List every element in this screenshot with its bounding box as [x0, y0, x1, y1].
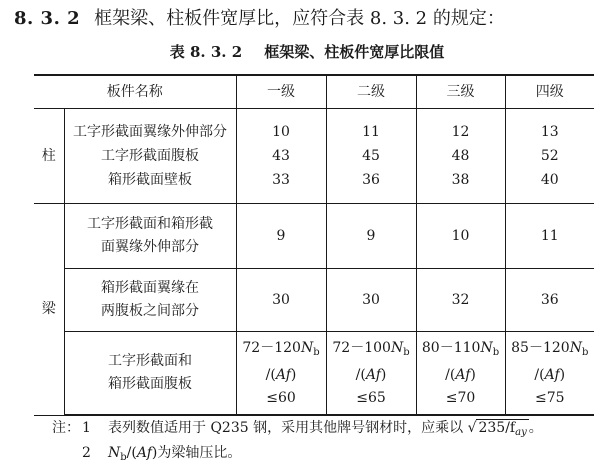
value: 10: [272, 124, 290, 140]
header-cell: 板件名称: [34, 75, 236, 109]
value: 33: [272, 172, 290, 188]
row-name-line: 两腹板之间部分: [101, 303, 199, 319]
formula-expr: $80-110N_b$: [421, 339, 500, 358]
formula-cell: [236, 332, 326, 416]
formula-expr: $72-120N_b$: [242, 339, 320, 358]
value-cell: 30: [236, 269, 326, 332]
value-cell: [326, 109, 416, 204]
value-cell: 11: [505, 204, 594, 269]
row-name-line: 箱形截面腹板: [108, 376, 192, 392]
formula-limit: ≤75: [534, 389, 565, 406]
header-cell: 一级: [236, 75, 326, 109]
table-row: [34, 204, 594, 269]
table-caption-number: 表 8. 3. 2: [169, 43, 243, 61]
formula-limit: ≤60: [266, 389, 296, 406]
table-caption: [0, 40, 614, 64]
note-text: 表列数值适用于 Q235 钢，采用其他牌号钢材时，应乘以: [108, 420, 464, 436]
value-cell: [505, 109, 594, 204]
value-cell: 10: [416, 204, 505, 269]
formula-ratio: /(Af): [445, 366, 476, 383]
value-cell: 36: [505, 269, 594, 332]
table-caption-title: 框架梁、柱板件宽厚比限值: [264, 43, 445, 61]
group-cell-column: 柱: [34, 109, 64, 204]
value: 40: [540, 172, 559, 188]
formula-limit: ≤65: [356, 389, 386, 406]
value-cell: 9: [326, 204, 416, 269]
row-name: 工字形截面翼缘外伸部分: [73, 124, 227, 140]
table-row: [34, 269, 594, 332]
row-name-cell: [64, 204, 236, 269]
formula-ratio: /(Af): [265, 366, 297, 383]
table-header-row: [34, 75, 594, 109]
value-cell: [236, 109, 326, 204]
row-name-line: 箱形截面翼缘在: [101, 280, 199, 296]
value-cell: [416, 109, 505, 204]
note-text: )为梁轴压比。: [151, 445, 242, 461]
value: 52: [540, 148, 559, 164]
formula-limit: ≤70: [445, 389, 476, 406]
row-name: 箱形截面壁板: [108, 172, 192, 188]
note-index: 2: [82, 445, 91, 461]
formula-ratio: /(Af): [355, 366, 387, 383]
value: 13: [540, 124, 559, 140]
table-row: [34, 332, 594, 416]
header-cell: 二级: [326, 75, 416, 109]
note-2: 2 $N_b/(Af)$为梁轴压比。: [52, 441, 543, 470]
header-cell: 三级: [416, 75, 505, 109]
row-name-cell: [64, 109, 236, 204]
limit-table: [34, 74, 594, 416]
value: 43: [272, 148, 290, 164]
sqrt-expression: √ $235/f_{ay}$: [468, 416, 529, 441]
notes-label: 注：: [52, 420, 80, 436]
clause-heading: [14, 6, 505, 32]
formula-cell: [416, 332, 505, 416]
row-name-line: 工字形截面和箱形截: [87, 216, 213, 232]
value: 48: [451, 148, 470, 164]
formula-cell: [326, 332, 416, 416]
value: 36: [362, 172, 380, 188]
value: 38: [451, 172, 470, 188]
formula-ratio: /(Af): [534, 366, 566, 383]
clause-text: 框架梁、柱板件宽厚比，应符合表 8. 3. 2 的规定：: [94, 8, 505, 29]
value: 45: [362, 148, 380, 164]
formula-cell: [505, 332, 594, 416]
value: 11: [362, 124, 380, 140]
table-notes: [52, 416, 543, 470]
formula-expr: $72-100N_b$: [332, 339, 410, 358]
group-cell-beam: 梁: [34, 204, 64, 416]
note-1: 注： 1 表列数值适用于 Q235 钢，采用其他牌号钢材时，应乘以 √ $235/f_{ay}$ 。: [52, 416, 543, 441]
value: 12: [451, 124, 470, 140]
table-row: [34, 109, 594, 204]
header-cell: 四级: [505, 75, 594, 109]
note-index: 1: [82, 420, 91, 436]
value-cell: 32: [416, 269, 505, 332]
value-cell: 9: [236, 204, 326, 269]
row-name-cell: [64, 269, 236, 332]
row-name-line: 工字形截面和: [108, 353, 192, 369]
value-cell: 30: [326, 269, 416, 332]
row-name-cell: [64, 332, 236, 416]
formula-expr: $85-120N_b$: [511, 339, 589, 358]
row-name: 工字形截面腹板: [101, 148, 199, 164]
clause-number: 8. 3. 2: [14, 8, 81, 29]
row-name-line: 面翼缘外伸部分: [101, 239, 199, 255]
